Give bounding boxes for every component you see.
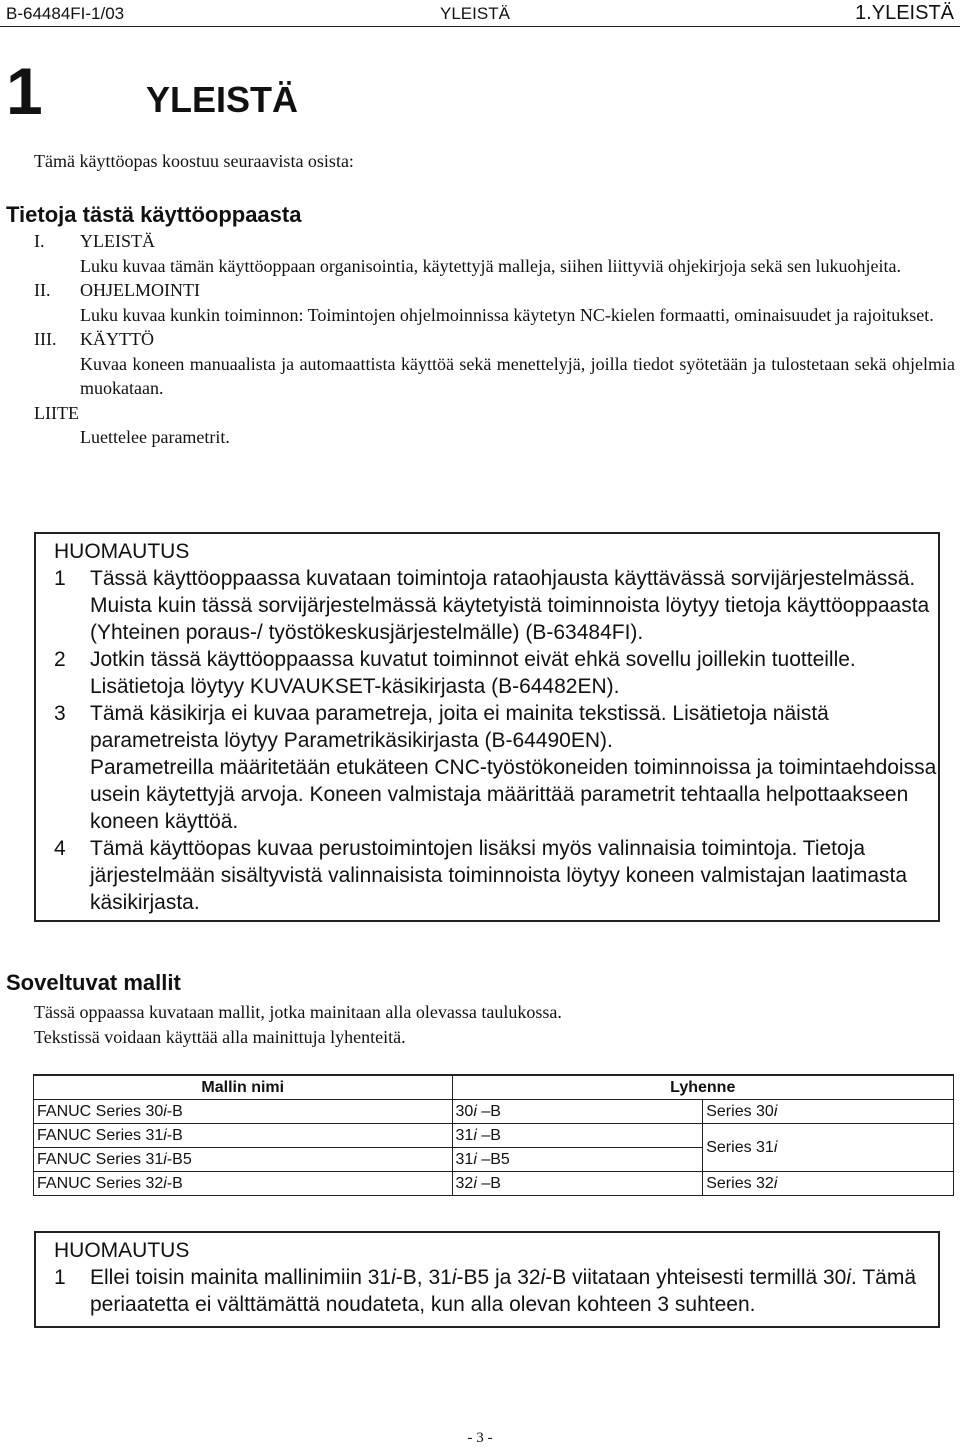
note-item-number: 4 xyxy=(54,837,66,860)
list-item-desc: Kuvaa koneen manuaalista ja automaattista käyttöä sekä menettelyjä, joilla tiedot syötetään ja tulostetaan sekä ohjelmia muokataan. xyxy=(80,353,955,398)
note-item xyxy=(54,835,938,916)
models-intro-line: Tekstissä voidaan käyttää alla mainittuja lyhenteitä. xyxy=(34,1027,406,1047)
list-item-title: YLEISTÄ xyxy=(80,231,155,251)
list-item xyxy=(34,229,955,278)
model-name-cell: FANUC Series 31i-B5 xyxy=(34,1148,453,1172)
note-item-number: 3 xyxy=(54,702,66,725)
model-name-cell: FANUC Series 30i-B xyxy=(34,1100,453,1124)
list-item-title: OHJELMOINTI xyxy=(80,280,200,300)
table-row xyxy=(34,1172,954,1196)
note-item-text: Tämä käyttöopas kuvaa perustoimintojen lisäksi myös valinnaisia toimintoja. Tietoja järjestelmään sisältyvistä valinnaisista toiminnoista löytyy koneen valmistajan laatimasta käsikirjasta. xyxy=(90,837,908,914)
models-intro-line: Tässä oppaassa kuvataan mallit, jotka mainitaan alla olevassa taulukossa. xyxy=(34,1002,562,1022)
table-row xyxy=(34,1124,954,1148)
note-item xyxy=(54,1264,938,1318)
list-item-mark: LIITE xyxy=(34,402,79,423)
header-center-title: YLEISTÄ xyxy=(440,4,510,23)
series-name-cell: Series 31i xyxy=(703,1124,954,1172)
model-name-cell: FANUC Series 32i-B xyxy=(34,1172,453,1196)
table-header-row xyxy=(34,1075,954,1100)
chapter-number: 1 xyxy=(6,54,43,128)
short-name-cell: 31i –B5 xyxy=(452,1148,703,1172)
note-box-1 xyxy=(34,532,940,922)
note-heading: HUOMAUTUS xyxy=(54,1239,190,1262)
note-item-number: 2 xyxy=(54,648,66,671)
note-item-text: Tässä käyttöoppaassa kuvataan toimintoja rataohjausta käyttävässä sorvijärjestelmässä. Muista kuin tässä sorvijärjestelmässä käytetyistä toiminnoista löytyy tietoja käyttöoppaasta (Yhteinen poraus-/ työstökeskusjärjestelmälle) (B-63484FI). xyxy=(90,567,930,644)
note-item-number: 1 xyxy=(54,1266,66,1289)
list-item-desc: Luku kuvaa kunkin toiminnon: Toimintojen ohjelmoinnissa käytetyn NC-kielen formaatti, ominaisuudet ja rajoitukset. xyxy=(80,304,934,325)
list-item-mark: I. xyxy=(34,231,45,251)
note-item xyxy=(54,700,938,835)
table-row xyxy=(34,1100,954,1124)
note-item-text: Jotkin tässä käyttöoppaassa kuvatut toiminnot eivät ehkä sovellu joillekin tuotteille. Lisätietoja löytyy KUVAUKSET-käsikirjasta (B-64482EN). xyxy=(90,648,856,698)
contents-list xyxy=(34,229,955,450)
models-table xyxy=(33,1074,954,1196)
chapter-title: YLEISTÄ xyxy=(146,79,299,120)
model-name-cell: FANUC Series 31i-B xyxy=(34,1124,453,1148)
list-item-mark: II. xyxy=(34,280,51,300)
series-name-cell: Series 32i xyxy=(703,1172,954,1196)
note-heading: HUOMAUTUS xyxy=(54,540,190,563)
note-box-2 xyxy=(34,1231,940,1328)
list-item-desc: Luettelee parametrit. xyxy=(80,427,230,447)
note-item-text-2: Parametreilla määritetään etukäteen CNC-työstökoneiden toiminnoissa ja toimintaehdoissa usein käytettyjä arvoja. Koneen valmistaja määrittää parametrit tehtaalla helpottaakseen koneen käyttöä. xyxy=(90,756,937,833)
short-name-cell: 30i –B xyxy=(452,1100,703,1124)
list-item-mark: III. xyxy=(34,329,57,349)
header-chapter-label: 1.YLEISTÄ xyxy=(855,2,954,24)
list-item xyxy=(34,278,955,327)
header-divider xyxy=(0,26,960,27)
note-item xyxy=(54,565,938,646)
list-item xyxy=(34,327,955,401)
column-header-abbreviation: Lyhenne xyxy=(452,1075,953,1100)
series-name-cell: Series 30i xyxy=(703,1100,954,1124)
note-item-text: Ellei toisin mainita mallinimiin 31i-B, 31i-B5 ja 32i-B viitataan yhteisesti termillä 30i. Tämä periaatetta ei välttämättä noudateta, kun alla olevan kohteen 3 suhteen. xyxy=(90,1266,917,1316)
note-item xyxy=(54,646,938,700)
short-name-cell: 31i –B xyxy=(452,1124,703,1148)
section-title-about: Tietoja tästä käyttöoppaasta xyxy=(6,202,302,227)
short-name-cell: 32i –B xyxy=(452,1172,703,1196)
header-doc-code: B-64484FI-1/03 xyxy=(6,4,125,23)
models-intro xyxy=(34,1000,562,1050)
list-item-desc: Luku kuvaa tämän käyttöoppaan organisointia, käytettyjä malleja, siihen liittyviä ohjekirjoja sekä sen lukuohjeita. xyxy=(80,255,901,276)
list-item-title: KÄYTTÖ xyxy=(80,329,154,349)
list-item xyxy=(34,401,955,450)
column-header-model: Mallin nimi xyxy=(34,1075,453,1100)
note-item-text: Tämä käsikirja ei kuvaa parametreja, joita ei mainita tekstissä. Lisätietoja näistä parametreista löytyy Parametrikäsikirjasta (B-64490EN). xyxy=(90,702,829,752)
section-title-models: Soveltuvat mallit xyxy=(6,970,181,995)
note-item-number: 1 xyxy=(54,567,66,590)
intro-text: Tämä käyttöopas koostuu seuraavista osista: xyxy=(34,151,354,171)
page-number: - 3 - xyxy=(467,1430,493,1446)
